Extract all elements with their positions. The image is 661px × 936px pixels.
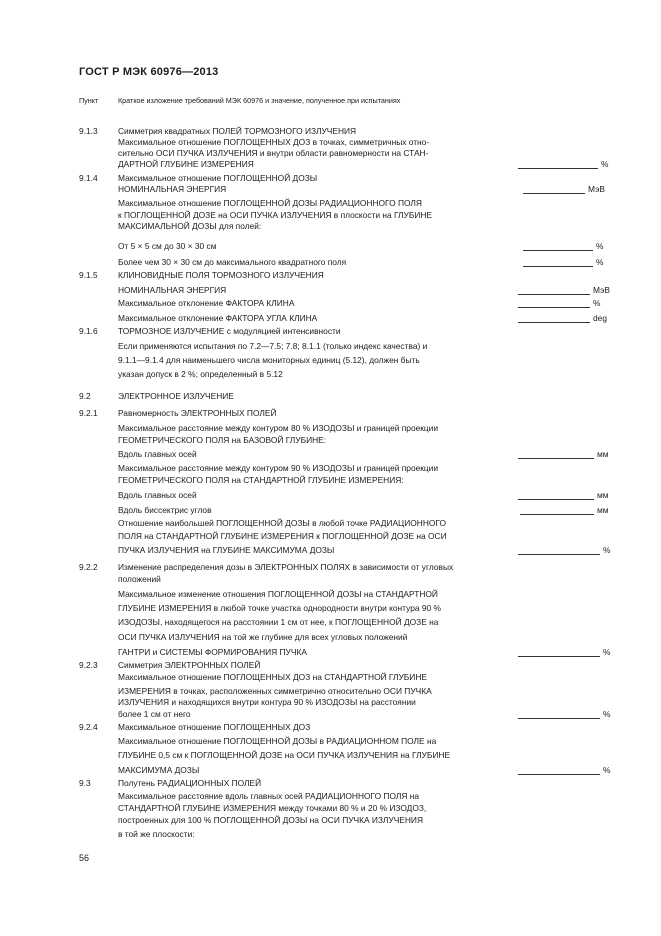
answer-unit: % <box>596 257 604 267</box>
item-number: 9.2.4 <box>79 722 98 732</box>
requirement-text-line: Максимальное расстояние вдоль главных осей РАДИАЦИОННОГО ПОЛЯ на <box>118 791 420 801</box>
requirement-text-line: ГЕОМЕТРИЧЕСКОГО ПОЛЯ на БАЗОВОЙ ГЛУБИНЕ: <box>118 435 327 445</box>
answer-unit: % <box>603 545 611 555</box>
item-number: 9.1.3 <box>79 126 98 136</box>
answer-blank-line[interactable] <box>523 258 593 267</box>
requirement-text-line: Более чем 30 × 30 см до максимального квадратного поля <box>118 257 347 267</box>
requirement-text-line: более 1 см от него <box>118 709 191 719</box>
answer-blank-line[interactable] <box>518 299 590 308</box>
answer-unit: % <box>603 765 611 775</box>
requirement-text-line: положений <box>118 574 161 584</box>
answer-field[interactable] <box>518 285 610 295</box>
answer-unit: % <box>593 298 601 308</box>
requirement-text-line: к ПОГЛОЩЕННОЙ ДОЗЕ на ОСИ ПУЧКА ИЗЛУЧЕНИЯ в плоскости на ГЛУБИНЕ <box>118 210 433 220</box>
requirement-text-line: Максимальное расстояние между контуром 80 % ИЗОДОЗЫ и границей проекции <box>118 423 439 433</box>
requirement-text-line: сительно ОСИ ПУЧКА ИЗЛУЧЕНИЯ и внутри области равномерности на СТАН- <box>118 148 429 158</box>
requirement-text-line: ГАНТРИ и СИСТЕМЫ ФОРМИРОВАНИЯ ПУЧКА <box>118 647 307 657</box>
requirement-text-line: Максимальное отношение ПОГЛОЩЕННЫХ ДОЗ в точках, симметричных отно- <box>118 137 430 147</box>
answer-field[interactable] <box>518 313 607 323</box>
item-number: 9.2 <box>79 391 91 401</box>
requirement-text-line: построенных для 100 % ПОГЛОЩЕННОЙ ДОЗЫ на ОСИ ПУЧКА ИЗЛУЧЕНИЯ <box>118 815 423 825</box>
answer-blank-line[interactable] <box>518 286 590 295</box>
requirement-text-line: НОМИНАЛЬНАЯ ЭНЕРГИЯ <box>118 184 227 194</box>
answer-blank-line[interactable] <box>523 185 585 194</box>
answer-field[interactable] <box>523 241 603 251</box>
answer-field[interactable] <box>518 765 610 775</box>
requirement-text-line: МАКСИМАЛЬНОЙ ДОЗЫ для полей: <box>118 221 262 231</box>
answer-field[interactable] <box>518 709 610 719</box>
page-number: 56 <box>79 853 90 863</box>
requirement-text-line: 9.1.1—9.1.4 для наименьшего числа мониторных единиц (5.12), должен быть <box>118 355 420 365</box>
answer-unit: мм <box>597 449 609 459</box>
requirement-text-line: НОМИНАЛЬНАЯ ЭНЕРГИЯ <box>118 285 227 295</box>
requirement-text-line: Симметрия квадратных ПОЛЕЙ ТОРМОЗНОГО ИЗЛУЧЕНИЯ <box>118 126 357 136</box>
answer-unit: % <box>603 647 611 657</box>
requirement-text-line: От 5 × 5 см до 30 × 30 см <box>118 241 217 251</box>
requirement-text-line: Максимальное изменение отношения ПОГЛОЩЕННОЙ ДОЗЫ на СТАНДАРТНОЙ <box>118 589 438 599</box>
page-title: ГОСТ Р МЭК 60976—2013 <box>79 66 219 78</box>
requirement-text-line: Вдоль биссектрис углов <box>118 505 212 515</box>
answer-field[interactable] <box>518 647 610 657</box>
answer-blank-line[interactable] <box>518 450 594 459</box>
answer-field[interactable] <box>518 159 608 169</box>
item-number: 9.2.2 <box>79 562 98 572</box>
requirement-text-line: ИЗМЕРЕНИЯ в точках, расположенных симметрично относительно ОСИ ПУЧКА <box>118 686 432 696</box>
requirement-text-line: Максимальное отклонение ФАКТОРА КЛИНА <box>118 298 295 308</box>
requirement-text-line: Максимальное отклонение ФАКТОРА УГЛА КЛИНА <box>118 313 318 323</box>
answer-unit: deg <box>593 313 607 323</box>
requirement-text-line: Максимальное отношение ПОГЛОЩЕННОЙ ДОЗЫ <box>118 173 318 183</box>
answer-unit: % <box>596 241 604 251</box>
requirement-text-line: в той же плоскости: <box>118 829 195 839</box>
answer-blank-line[interactable] <box>518 710 600 719</box>
item-number: 9.1.4 <box>79 173 98 183</box>
requirement-text-line: ПУЧКА ИЗЛУЧЕНИЯ на ГЛУБИНЕ МАКСИМУМА ДОЗЫ <box>118 545 335 555</box>
requirement-text-line: Максимальное отношение ПОГЛОЩЕННЫХ ДОЗ <box>118 722 311 732</box>
answer-unit: % <box>603 709 611 719</box>
answer-blank-line[interactable] <box>518 491 594 500</box>
requirement-text-line: ОСИ ПУЧКА ИЗЛУЧЕНИЯ на той же глубине для всех угловых положений <box>118 632 408 642</box>
answer-blank-line[interactable] <box>518 160 598 169</box>
requirement-text-line: Изменение распределения дозы в ЭЛЕКТРОННЫХ ПОЛЯХ в зависимости от угловых <box>118 562 454 572</box>
answer-blank-line[interactable] <box>520 506 594 515</box>
item-number: 9.2.1 <box>79 408 98 418</box>
answer-field[interactable] <box>520 505 609 515</box>
requirement-text-line: ДАРТНОЙ ГЛУБИНЕ ИЗМЕРЕНИЯ <box>118 159 254 169</box>
item-number: 9.3 <box>79 778 91 788</box>
requirement-text-line: СТАНДАРТНОЙ ГЛУБИНЕ ИЗМЕРЕНИЯ между точками 80 % и 20 % ИЗОДОЗ, <box>118 803 427 813</box>
item-number: 9.1.6 <box>79 326 98 336</box>
answer-blank-line[interactable] <box>523 242 593 251</box>
answer-blank-line[interactable] <box>518 314 590 323</box>
answer-field[interactable] <box>518 490 609 500</box>
requirement-text-line: ГЛУБИНЕ 0,5 см к ПОГЛОЩЕННОЙ ДОЗЕ на ОСИ ПУЧКА ИЗЛУЧЕНИЯ на ГЛУБИНЕ <box>118 750 451 760</box>
answer-field[interactable] <box>523 257 603 267</box>
requirement-text-line: Максимальное отношение ПОГЛОЩЕННОЙ ДОЗЫ РАДИАЦИОННОГО ПОЛЯ <box>118 198 422 208</box>
answer-field[interactable] <box>518 449 609 459</box>
answer-blank-line[interactable] <box>518 766 600 775</box>
requirement-text-line: ГЛУБИНЕ ИЗМЕРЕНИЯ в любой точке участка однородности внутри контура 90 % <box>118 603 441 613</box>
item-number: 9.2.3 <box>79 660 98 670</box>
requirement-text-line: Максимальное расстояние между контуром 90 % ИЗОДОЗЫ и границей проекции <box>118 463 439 473</box>
requirement-text-line: КЛИНОВИДНЫЕ ПОЛЯ ТОРМОЗНОГО ИЗЛУЧЕНИЯ <box>118 270 324 280</box>
answer-unit: мм <box>597 490 609 500</box>
answer-field[interactable] <box>518 298 600 308</box>
column-header-item: Пункт <box>79 96 99 105</box>
requirement-text-line: ПОЛЯ на СТАНДАРТНОЙ ГЛУБИНЕ ИЗМЕРЕНИЯ к ПОГЛОЩЕННОЙ ДОЗЕ на ОСИ <box>118 531 447 541</box>
requirement-text-line: Равномерность ЭЛЕКТРОННЫХ ПОЛЕЙ <box>118 408 277 418</box>
answer-unit: мм <box>597 505 609 515</box>
answer-field[interactable] <box>518 545 610 555</box>
requirement-text-line: МАКСИМУМА ДОЗЫ <box>118 765 200 775</box>
requirement-text-line: Максимальное отношение ПОГЛОЩЕННЫХ ДОЗ на СТАНДАРТНОЙ ГЛУБИНЕ <box>118 672 427 682</box>
requirement-text-line: Отношение наибольшей ПОГЛОЩЕННОЙ ДОЗЫ в любой точке РАДИАЦИОННОГО <box>118 518 446 528</box>
requirement-text-line: Максимальное отношение ПОГЛОЩЕННОЙ ДОЗЫ в РАДИАЦИОННОМ ПОЛЕ на <box>118 736 437 746</box>
requirement-text-line: ИЗЛУЧЕНИЯ и находящихся внутри контура 90 % ИЗОДОЗЫ на расстоянии <box>118 697 416 707</box>
requirement-text-line: Если применяются испытания по 7.2—7.5; 7.8; 8.1.1 (только индекс качества) и <box>118 341 428 351</box>
item-number: 9.1.5 <box>79 270 98 280</box>
requirement-text-line: указан допуск в 2 %; определенный в 5.12 <box>118 369 283 379</box>
requirement-text-line: ТОРМОЗНОЕ ИЗЛУЧЕНИЕ с модуляцией интенсивности <box>118 326 341 336</box>
answer-unit: МэВ <box>588 184 605 194</box>
answer-unit: МэВ <box>593 285 610 295</box>
requirement-text-line: ИЗОДОЗЫ, находящегося на расстоянии 1 см от нее, к ПОГЛОЩЕННОЙ ДОЗЕ на <box>118 617 439 627</box>
requirement-text-line: Вдоль главных осей <box>118 490 197 500</box>
requirement-text-line: Вдоль главных осей <box>118 449 197 459</box>
answer-blank-line[interactable] <box>518 546 600 555</box>
column-header-description: Краткое изложение требований МЭК 60976 и значение, полученное при испытаниях <box>118 96 401 105</box>
requirement-text-line: ГЕОМЕТРИЧЕСКОГО ПОЛЯ на СТАНДАРТНОЙ ГЛУБИНЕ ИЗМЕРЕНИЯ: <box>118 475 404 485</box>
requirement-text-line: Полутень РАДИАЦИОННЫХ ПОЛЕЙ <box>118 778 262 788</box>
answer-blank-line[interactable] <box>518 648 600 657</box>
requirement-text-line: ЭЛЕКТРОННОЕ ИЗЛУЧЕНИЕ <box>118 391 234 401</box>
answer-field[interactable] <box>523 184 605 194</box>
requirement-text-line: Симметрия ЭЛЕКТРОННЫХ ПОЛЕЙ <box>118 660 261 670</box>
answer-unit: % <box>601 159 609 169</box>
